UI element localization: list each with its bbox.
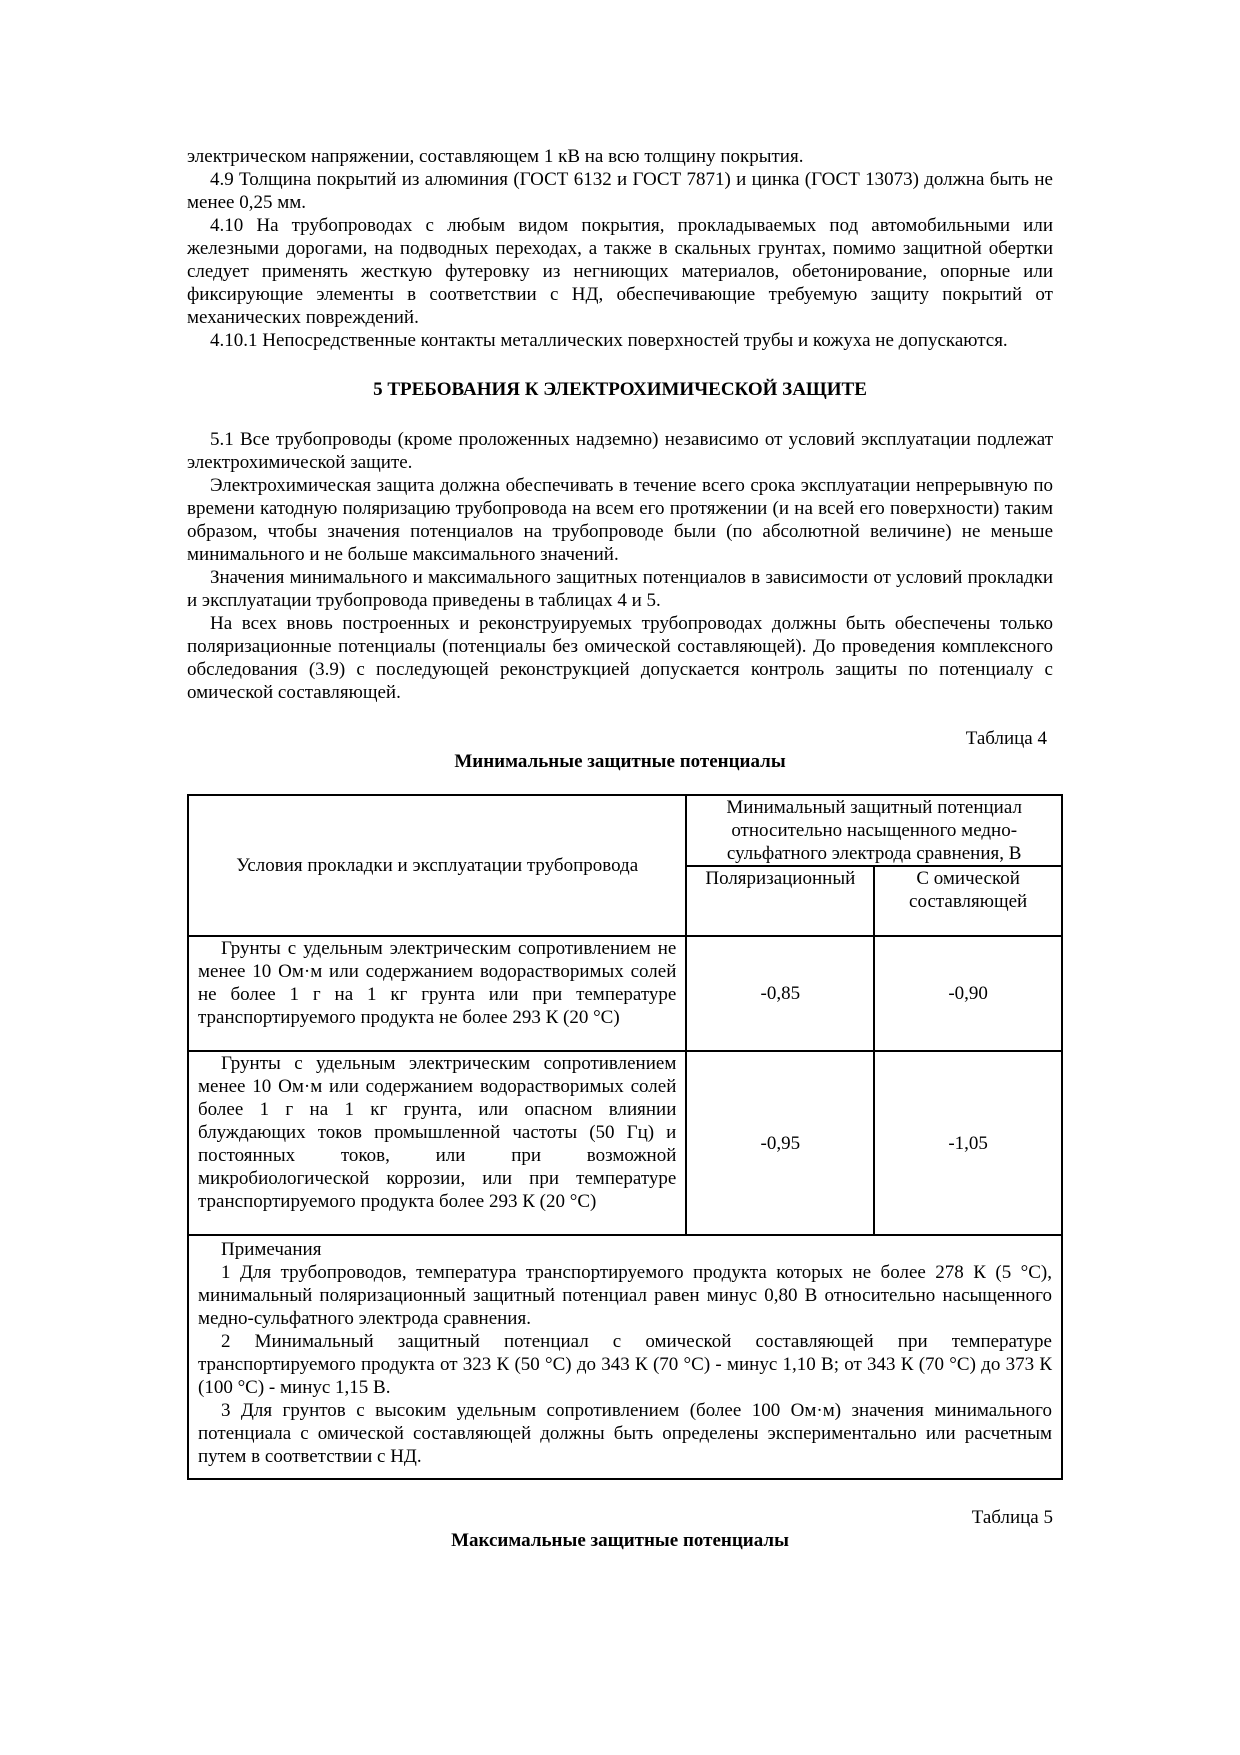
row-ohmic-value: -1,05	[874, 1051, 1062, 1235]
table-row	[188, 936, 1062, 1051]
paragraph-4-10: 4.10 На трубопроводах с любым видом покрытия, прокладываемых под автомобильными или железными дорогами, на подводных переходах, а также в скальных грунтах, помимо защитной обертки следует применять жесткую футеровку из негниющих материалов, обетонирование, опорные или фиксирующие элементы в соответствии с НД, обеспечивающие требуемую защиту покрытий от механических повреждений.	[187, 215, 1053, 328]
paragraph-5-1: 5.1 Все трубопроводы (кроме проложенных надземно) независимо от условий эксплуатации подлежат электрохимической защите.	[187, 429, 1053, 473]
row-condition: Грунты с удельным электрическим сопротивлением не менее 10 Ом·м или содержанием водорастворимых солей не более 1 г на 1 кг грунта или при температуре транспортируемого продукта не более 293 К (20 °С)	[188, 936, 686, 1051]
row-ohmic-value: -0,90	[874, 936, 1062, 1051]
document-page	[187, 145, 1053, 1552]
row-condition: Грунты с удельным электрическим сопротивлением менее 10 Ом·м или содержанием водорастворимых солей более 1 г на 1 кг грунта, или опасном влиянии блуждающих токов промышленной частоты (50 Гц) и постоянных токов, или при возможной микробиологической коррозии, или при температуре транспортируемого продукта более 293 К (20 °С)	[188, 1051, 686, 1235]
note-1: 1 Для трубопроводов, температура транспортируемого продукта которых не более 278 К (5 °С), минимальный поляризационный защитный потенциал равен минус 0,80 В относительно насыщенного медно-сульфатного электрода сравнения.	[198, 1262, 1052, 1329]
paragraph-potential-values: Значения минимального и максимального защитных потенциалов в зависимости от условий прокладки и эксплуатации трубопровода приведены в таблицах 4 и 5.	[187, 567, 1053, 611]
header-polarization: Поляризационный	[686, 866, 874, 936]
paragraph-polarization-potentials: На всех вновь построенных и реконструируемых трубопроводах должны быть обеспечены только поляризационные потенциалы (потенциалы без омической составляющей). До проведения комплексного обследования (3.9) с последующей реконструкцией допускается контроль защиты по потенциалу с омической составляющей.	[187, 613, 1053, 703]
table4-title: Минимальные защитные потенциалы	[454, 751, 786, 772]
section-heading: 5 ТРЕБОВАНИЯ К ЭЛЕКТРОХИМИЧЕСКОЙ ЗАЩИТЕ	[373, 379, 867, 400]
row-polarization-value: -0,85	[686, 936, 874, 1051]
paragraph-4-9: 4.9 Толщина покрытий из алюминия (ГОСТ 6132 и ГОСТ 7871) и цинка (ГОСТ 13073) должна быть не менее 0,25 мм.	[187, 169, 1053, 213]
paragraph-continued: электрическом напряжении, составляющем 1 кВ на всю толщину покрытия.	[187, 146, 804, 167]
paragraph-ecp-requirement: Электрохимическая защита должна обеспечивать в течение всего срока эксплуатации непрерывную по времени катодную поляризацию трубопровода на всем его протяжении (и на всей его поверхности) таким образом, чтобы значения потенциалов на трубопроводе были (по абсолютной величине) не меньше минимального и не больше максимального значений.	[187, 475, 1053, 565]
table5-title: Максимальные защитные потенциалы	[451, 1530, 789, 1551]
table4-notes	[188, 1235, 1062, 1479]
table-row	[188, 1051, 1062, 1235]
note-3: 3 Для грунтов с высоким удельным сопротивлением (более 100 Ом·м) значения минимального потенциала с омической составляющей должны быть определены экспериментально или расчетным путем в соответствии с НД.	[198, 1400, 1052, 1467]
header-potential: Минимальный защитный потенциал относительно насыщенного медно-сульфатного электрода сравнения, В	[686, 795, 1062, 866]
table4	[187, 794, 1063, 1480]
header-conditions: Условия прокладки и эксплуатации трубопровода	[188, 795, 686, 936]
note-2: 2 Минимальный защитный потенциал с омической составляющей при температуре транспортируемого продукта от 323 К (50 °С) до 343 К (70 °С) - минус 1,10 В; от 343 К (70 °С) до 373 К (100 °С) - минус 1,15 В.	[198, 1331, 1052, 1398]
table4-notes-row	[188, 1235, 1062, 1479]
table5-caption: Таблица 5	[971, 1507, 1053, 1528]
paragraph-4-10-1: 4.10.1 Непосредственные контакты металлических поверхностей трубы и кожуха не допускаются.	[210, 330, 1008, 351]
table4-caption: Таблица 4	[965, 728, 1047, 749]
header-ohmic: С омической составляющей	[874, 866, 1062, 936]
notes-title: Примечания	[221, 1239, 322, 1260]
row-polarization-value: -0,95	[686, 1051, 874, 1235]
table4-header-row	[188, 795, 1062, 866]
